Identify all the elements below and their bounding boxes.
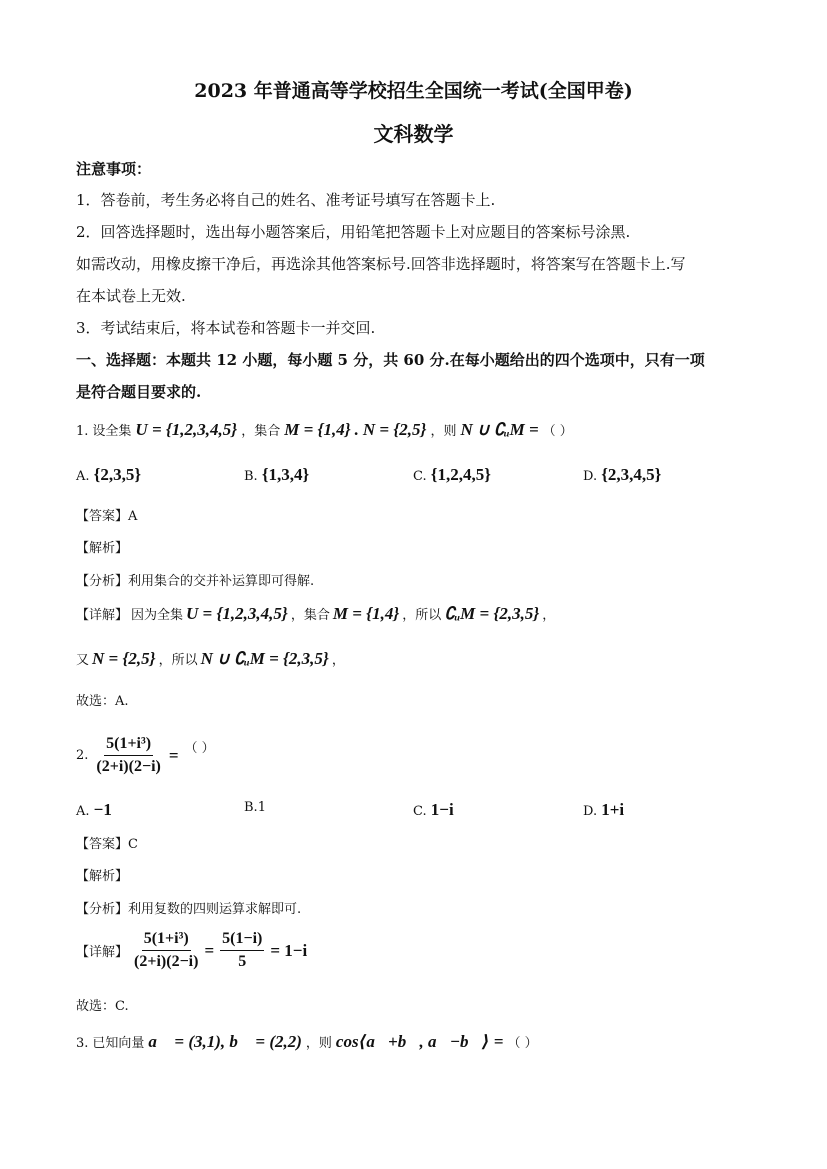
question-text: 已知向量 [92,1036,145,1051]
math-set-n: N = {2,5} [362,420,427,439]
detail-line-1: 【详解】 因为全集 U = {1,2,3,4,5} ，集合 M = {1,4} ，所以 ∁ᵤM = {2,3,5} ， [76,604,556,623]
analysis-summary: 【分析】利用集合的交并补运算即可得解. [76,574,315,589]
option-a: A. −1 [76,800,112,819]
note-item-2: 2．回答选择题时，选出每小题答案后，用铅笔把答题卡上对应题目的答案标号涂黑. [76,223,631,241]
math-vectors: a⃗ = (3,1), b⃗ = (2,2) [148,1032,302,1051]
fraction-denominator: (2+i)(2−i) [96,758,161,775]
question-text: ，集合 [241,424,281,439]
option-b: B.1 [244,800,266,815]
answer-line: 【答案】A [76,509,138,524]
fraction [96,735,160,776]
note-item-3: 3．考试结束后，将本试卷和答题卡一并交回. [76,319,376,337]
page-title: 2023 年普通高等学校招生全国统一考试(全国甲卷) [194,80,633,102]
fraction-numerator: 5(1+i³) [104,735,153,756]
question-1 [76,420,573,440]
option-d: D. 1+i [583,800,625,819]
section-instructions-line-1: 一、选择题：本题共 12 小题，每小题 5 分，共 60 分.在每小题给出的四个选项中，只有一项 [76,351,705,369]
analysis-label: 【解析】 [76,541,129,556]
page-subtitle: 文科数学 [373,122,454,146]
option-a: A. {2,3,5} [76,465,142,484]
equals-sign: = [168,745,179,765]
option-c: C. {1,2,4,5} [413,465,491,484]
note-item-1: 1．答卷前，考生务必将自己的姓名、准考证号填写在答题卡上. [76,191,496,209]
option-c: C. 1−i [413,800,454,819]
detail-line: 【详解】 $\frac{\text{5(1+i³)}}{(2+i)(2-i)}$ = $\frac{5(1-i)}{5}$ = 1−i [76,930,308,970]
math-set-m: M = {1,4} [284,420,351,439]
question-3 [76,1032,538,1052]
analysis-summary: 【分析】利用复数的四则运算求解即可. [76,902,302,917]
question-text: 设全集 [92,424,132,439]
fraction: $\frac{5(1-i)}{5}$ [222,930,263,970]
answer-line: 【答案】C [76,837,138,852]
note-item-2-end: 在本试卷上无效. [76,287,186,305]
option-d: D. {2,3,4,5} [583,465,662,484]
question-2 [76,735,215,776]
math-separator: . [354,420,359,439]
question-number: 1. [76,424,89,439]
option-b: B. {1,3,4} [244,465,310,484]
question-text: ，则 [305,1036,332,1051]
math-set-u: U = {1,2,3,4,5} [135,420,238,439]
question-number: 3. [76,1036,89,1051]
math-expression: N ∪ ∁ᵤM = [460,420,539,439]
conclusion: 故选：C. [76,999,129,1014]
answer-blank: （ ） [184,741,215,756]
answer-blank: （ ） [542,424,573,439]
note-item-2-continued: 如需改动，用橡皮擦干净后，再选涂其他答案标号.回答非选择题时，将答案写在答题卡上.写 [76,255,686,273]
question-text: ，则 [430,424,457,439]
analysis-label: 【解析】 [76,869,129,884]
detail-line-2: 又 N = {2,5} ，所以 N ∪ ∁ᵤM = {2,3,5} ， [76,649,345,668]
notes-heading: 注意事项： [76,160,152,178]
conclusion: 故选：A. [76,694,129,709]
answer-blank: （ ） [507,1036,538,1051]
question-number: 2. [76,748,89,763]
fraction: $\frac{\text{5(1+i³)}}{(2+i)(2-i)}$ [134,930,199,970]
math-expression: cos⟨a⃗+b⃗, a⃗−b⃗⟩ = [335,1032,504,1051]
section-instructions-line-2: 是符合题目要求的. [76,383,202,401]
